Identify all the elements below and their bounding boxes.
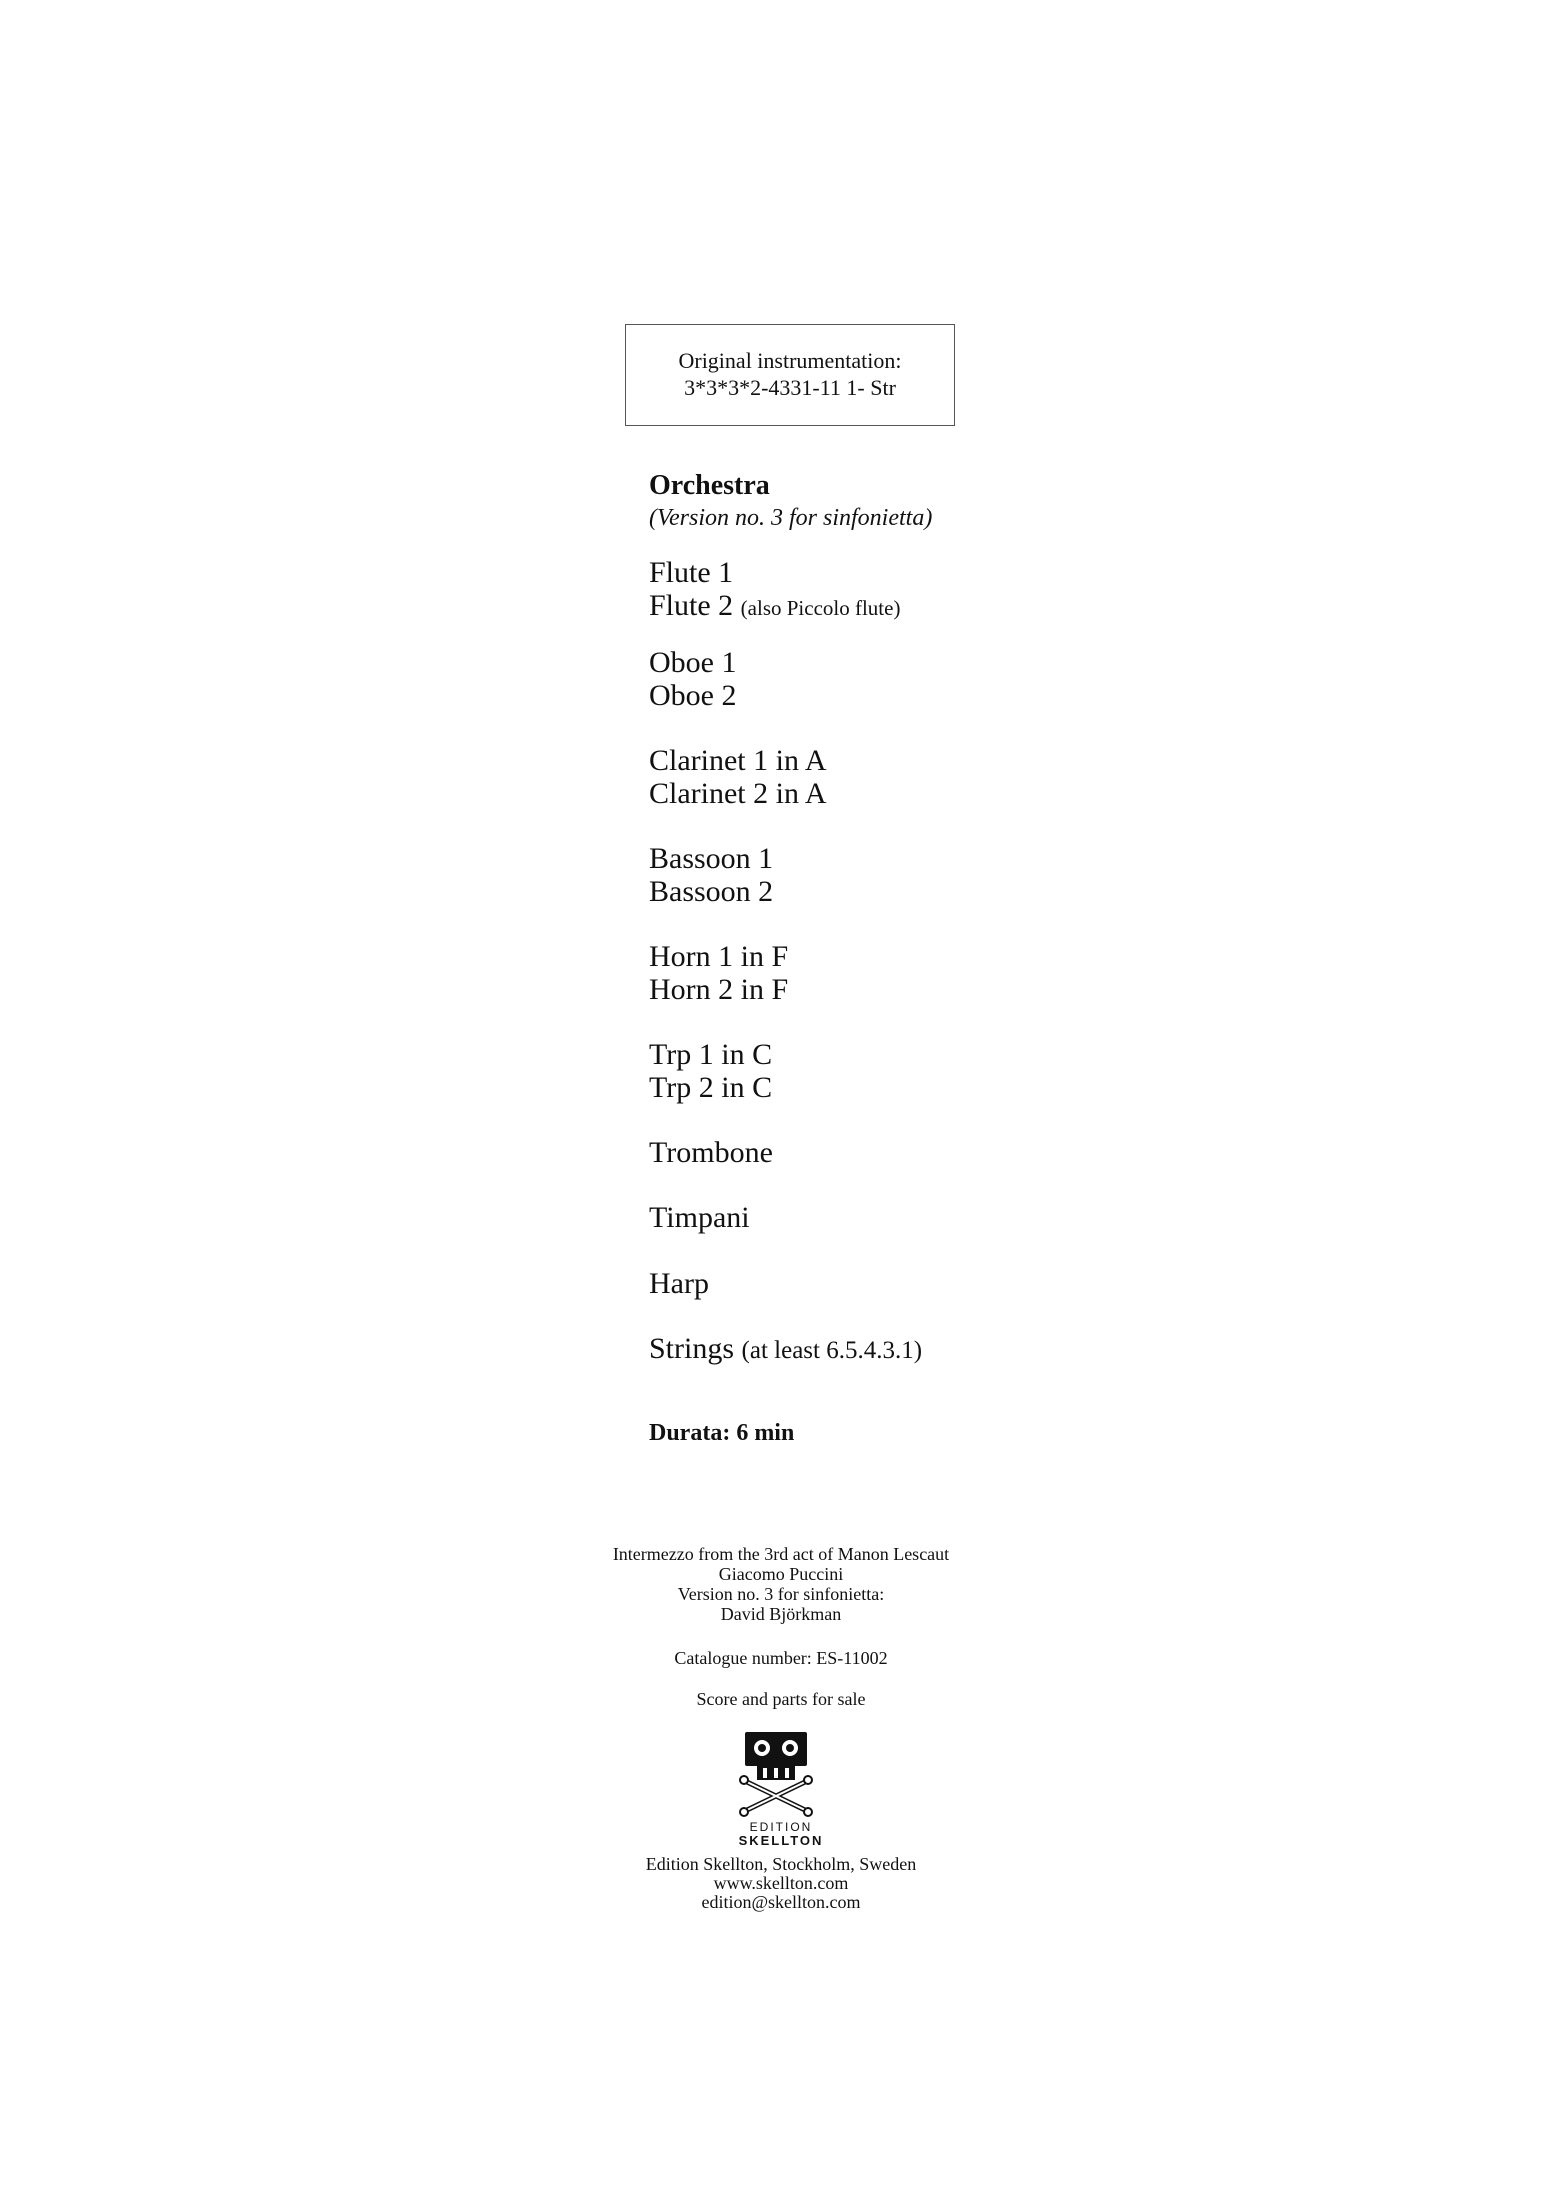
instrumentation-code: 3*3*3*2-4331-11 1- Str	[684, 375, 896, 400]
instrument-oboe-1	[649, 646, 736, 679]
instrumentation-box	[625, 324, 955, 426]
instrument-name: Flute 1	[649, 556, 734, 589]
website-link[interactable]: www.skellton.com	[713, 1873, 849, 1893]
instrument-note: (also Piccolo flute)	[740, 596, 901, 620]
instrument-note: (at least 6.5.4.3.1)	[741, 1337, 923, 1364]
instrument-flute-2	[649, 589, 900, 625]
instrument-name: Trombone	[649, 1136, 773, 1169]
instrument-name: Timpani	[649, 1201, 750, 1234]
instrument-timpani	[649, 1201, 750, 1234]
instrument-name: Clarinet 2 in A	[649, 777, 827, 810]
email-link[interactable]: edition@skellton.com	[701, 1892, 861, 1912]
composer: Giacomo Puccini	[718, 1564, 844, 1584]
instrument-name: Trp 2 in C	[649, 1071, 773, 1104]
instrument-flute-1	[649, 556, 733, 589]
instrument-bassoon-2	[649, 875, 773, 908]
instrument-trumpet-1	[649, 1038, 772, 1071]
catalogue-number: Catalogue number: ES-11002	[674, 1648, 888, 1668]
version-line: Version no. 3 for sinfonietta:	[677, 1584, 885, 1604]
orchestra-heading: Orchestra	[649, 470, 770, 501]
instrument-name: Oboe 1	[649, 646, 737, 679]
work-title: Intermezzo from the 3rd act of Manon Lescaut	[612, 1544, 950, 1564]
instrument-name: Trp 1 in C	[649, 1038, 773, 1071]
instrument-name: Oboe 2	[649, 679, 737, 712]
orchestra-subheading: (Version no. 3 for sinfonietta)	[649, 505, 933, 531]
instrument-horn-1	[649, 940, 788, 973]
instrument-name: Bassoon 2	[649, 875, 774, 908]
instrument-name: Horn 2 in F	[649, 973, 789, 1006]
duration: Durata: 6 min	[649, 1420, 795, 1446]
instrument-bassoon-1	[649, 842, 773, 875]
instrument-horn-2	[649, 973, 788, 1006]
instrument-strings	[649, 1332, 922, 1367]
instrument-clarinet-1	[649, 744, 826, 777]
instrument-clarinet-2	[649, 777, 826, 810]
arranger: David Björkman	[720, 1604, 842, 1624]
instrument-trumpet-2	[649, 1071, 772, 1104]
instrument-name: Clarinet 1 in A	[649, 744, 827, 777]
sale-note: Score and parts for sale	[696, 1689, 866, 1709]
instrument-name: Flute 2	[649, 589, 734, 622]
instrument-name: Harp	[649, 1267, 709, 1300]
instrument-name: Bassoon 1	[649, 842, 774, 875]
instrument-trombone	[649, 1136, 773, 1169]
instrument-harp	[649, 1267, 709, 1300]
logo-text-edition: EDITION	[749, 1820, 813, 1834]
instrument-name: Strings	[649, 1332, 735, 1365]
instrumentation-label: Original instrumentation:	[678, 348, 902, 373]
publisher: Edition Skellton, Stockholm, Sweden	[645, 1854, 917, 1874]
instrument-oboe-2	[649, 679, 736, 712]
instrument-name: Horn 1 in F	[649, 940, 789, 973]
logo-text-skellton: SKELLTON	[738, 1833, 824, 1848]
